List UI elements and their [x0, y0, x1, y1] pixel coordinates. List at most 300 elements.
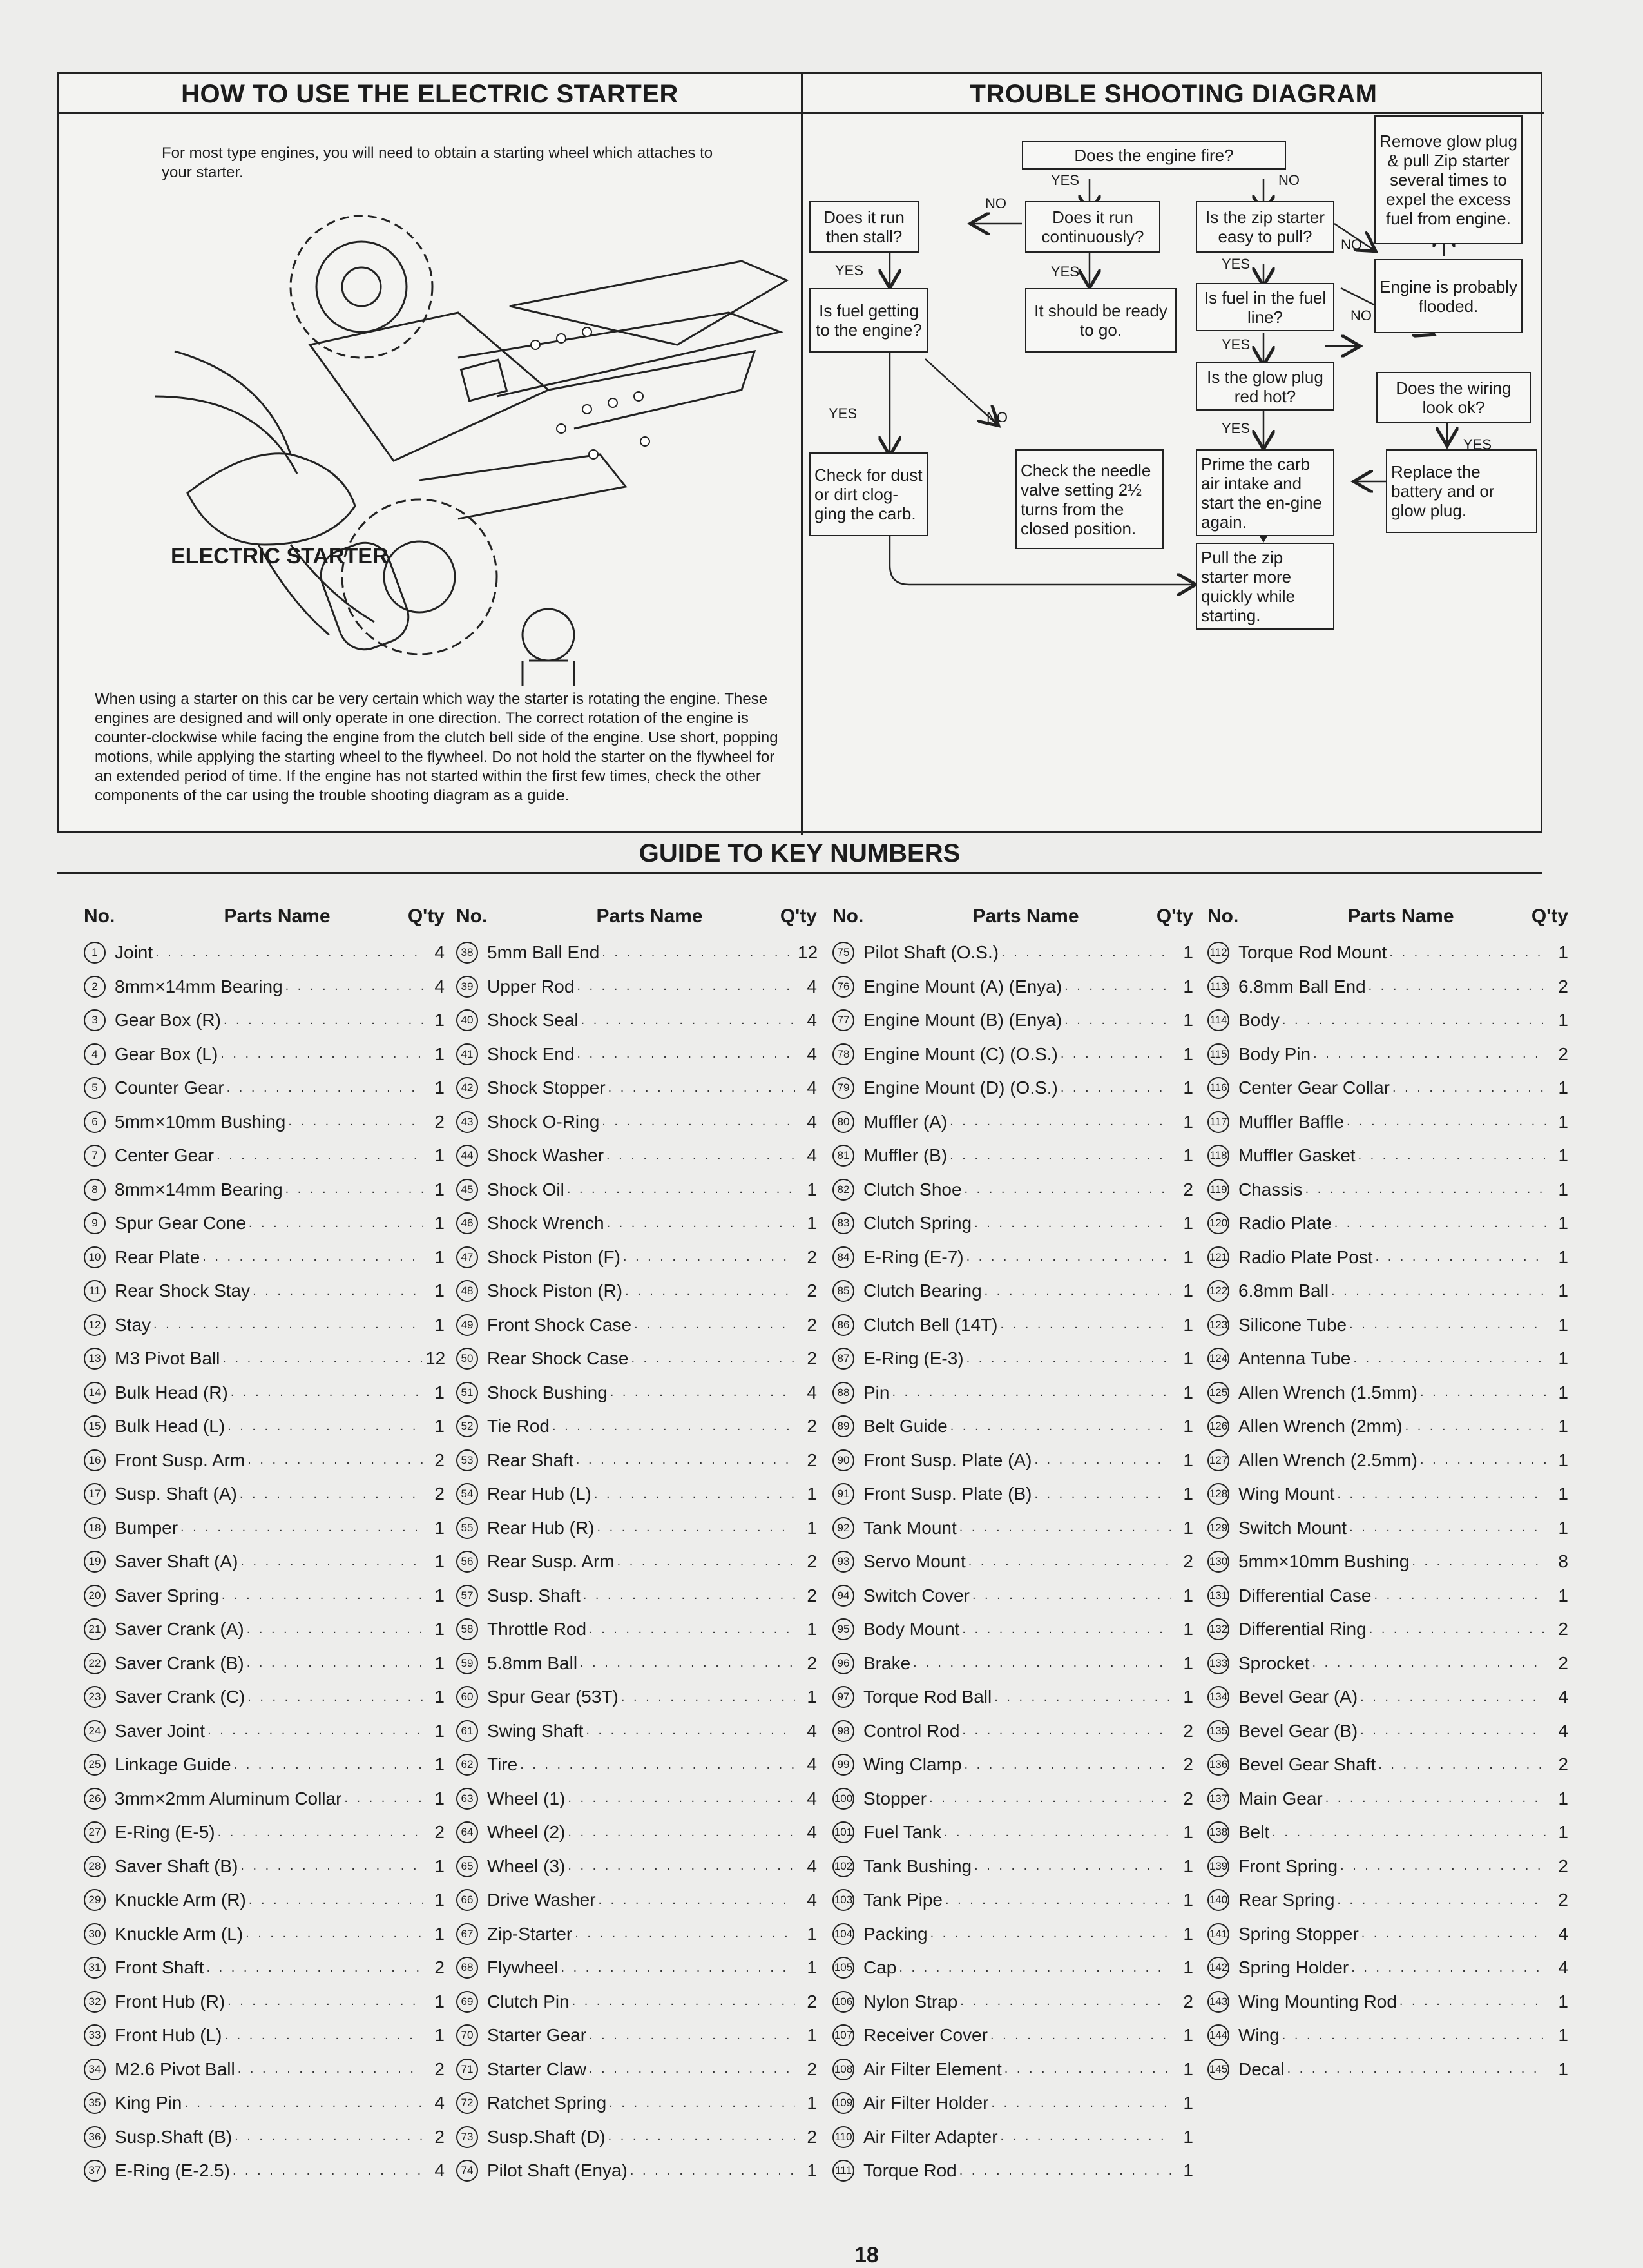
part-row: [456, 1579, 817, 1613]
part-row: [84, 1444, 445, 1478]
part-name: Allen Wrench (2mm): [1238, 1416, 1403, 1437]
part-name: Wheel (3): [487, 1856, 566, 1876]
leader-dots: [630, 2164, 795, 2178]
box-prime-carb: Prime the carb air intake and start the en-gine again.: [1196, 449, 1334, 536]
part-qty: 2: [1558, 1043, 1568, 1064]
part-qty: 4: [434, 976, 445, 996]
part-row: [84, 936, 445, 970]
part-row: [832, 1883, 1193, 1917]
part-row: [456, 1985, 817, 2019]
leader-dots: [568, 1859, 795, 1874]
leader-dots: [1420, 1385, 1546, 1400]
leader-dots: [602, 945, 795, 960]
part-qty: 2: [807, 1551, 817, 1572]
header-no: No.: [84, 906, 115, 927]
leader-dots: [929, 1791, 1171, 1806]
part-qty: 12: [425, 1348, 446, 1369]
key-number: 49: [456, 1314, 478, 1336]
leader-dots: [567, 1182, 795, 1197]
part-row: [832, 1071, 1193, 1105]
part-qty: 1: [434, 1551, 445, 1572]
key-number: 53: [456, 1449, 478, 1471]
leader-dots: [892, 1385, 1171, 1400]
box-glow-plug-hot: Is the glow plug red hot?: [1196, 362, 1334, 411]
key-number: 61: [456, 1720, 478, 1742]
part-row: [84, 2019, 445, 2053]
leader-dots: [1389, 945, 1546, 960]
key-number: 77: [832, 1009, 854, 1031]
part-qty: 1: [1558, 1348, 1568, 1369]
part-row: [832, 1207, 1193, 1241]
key-number: 122: [1207, 1280, 1229, 1302]
leader-dots: [972, 1588, 1171, 1603]
part-name: Allen Wrench (2.5mm): [1238, 1449, 1418, 1470]
leader-dots: [617, 1555, 795, 1569]
part-qty: 4: [434, 942, 445, 963]
part-qty: 1: [1183, 1923, 1193, 1944]
part-qty: 2: [434, 1111, 445, 1132]
key-number: 22: [84, 1653, 106, 1674]
key-number: 123: [1207, 1314, 1229, 1336]
leader-dots: [1272, 1825, 1546, 1840]
part-qty: 1: [434, 1246, 445, 1267]
part-name: Air Filter Holder: [863, 2093, 989, 2113]
key-number: 63: [456, 1788, 478, 1810]
part-qty: 2: [1558, 1856, 1568, 1876]
part-row: [1207, 1613, 1568, 1647]
part-qty: 4: [807, 1382, 817, 1402]
key-number: 64: [456, 1821, 478, 1843]
leader-dots: [1001, 2129, 1171, 2144]
part-row: [456, 1444, 817, 1478]
leader-dots: [950, 1149, 1171, 1163]
key-number: 74: [456, 2160, 478, 2182]
electric-starter-callout: ELECTRIC STARTER: [171, 544, 389, 568]
part-name: Gear Box (R): [115, 1010, 221, 1031]
part-name: Tank Pipe: [863, 1890, 943, 1910]
key-number: 84: [832, 1246, 854, 1268]
leader-dots: [184, 2096, 423, 2111]
part-qty: 1: [434, 1416, 445, 1437]
leader-dots: [575, 1926, 795, 1941]
key-number: 16: [84, 1449, 106, 1471]
part-row: [832, 2154, 1193, 2188]
part-row: [1207, 1003, 1568, 1038]
part-name: Radio Plate Post: [1238, 1246, 1373, 1267]
parts-column-1: [84, 897, 445, 2188]
part-row: [456, 1680, 817, 1714]
key-number: 80: [832, 1111, 854, 1133]
key-number: 128: [1207, 1483, 1229, 1505]
part-name: Decal: [1238, 2059, 1285, 2079]
part-name: Wheel (2): [487, 1822, 566, 1843]
part-name: E-Ring (E-5): [115, 1822, 215, 1843]
key-number: 99: [832, 1754, 854, 1776]
part-qty: 1: [1183, 2093, 1193, 2113]
key-number: 14: [84, 1382, 106, 1404]
part-qty: 1: [434, 1653, 445, 1673]
leader-dots: [621, 1690, 795, 1705]
leader-dots: [959, 2164, 1171, 2178]
key-number: 87: [832, 1348, 854, 1370]
key-number: 19: [84, 1551, 106, 1573]
part-row: [832, 1444, 1193, 1478]
leader-dots: [220, 1047, 423, 1061]
part-name: Clutch Bell (14T): [863, 1314, 998, 1335]
part-name: Pilot Shaft (O.S.): [863, 942, 999, 963]
key-number: 125: [1207, 1382, 1229, 1404]
part-row: [832, 1105, 1193, 1139]
part-qty: 1: [1558, 1179, 1568, 1199]
part-row: [84, 1883, 445, 1917]
part-name: Front Hub (R): [115, 1991, 226, 2011]
label-yes: YES: [1222, 336, 1251, 353]
leader-dots: [1282, 1013, 1546, 1028]
key-number: 85: [832, 1280, 854, 1302]
part-row: [832, 1816, 1193, 1850]
part-row: [832, 1951, 1193, 1985]
part-qty: 2: [1183, 1788, 1193, 1808]
part-row: [456, 1816, 817, 1850]
key-number: 113: [1207, 976, 1229, 998]
part-name: Upper Rod: [487, 976, 575, 996]
header-name: Parts Name: [224, 906, 331, 927]
part-qty: 1: [1558, 1145, 1568, 1166]
key-number: 25: [84, 1754, 106, 1776]
leader-dots: [1331, 1284, 1546, 1299]
key-number: 11: [84, 1280, 106, 1302]
leader-dots: [1374, 1588, 1546, 1603]
leader-dots: [964, 1758, 1171, 1772]
box-pull-zip-quickly: Pull the zip starter more quickly while starting.: [1196, 543, 1334, 630]
leader-dots: [1061, 1081, 1171, 1096]
part-name: Saver Crank (C): [115, 1687, 245, 1707]
leader-dots: [1337, 1487, 1546, 1502]
key-number: 59: [456, 1653, 478, 1674]
part-name: Saver Shaft (A): [115, 1551, 238, 1572]
leader-dots: [1378, 1758, 1546, 1772]
key-number: 78: [832, 1043, 854, 1065]
part-qty: 2: [434, 1484, 445, 1504]
part-qty: 1: [1558, 2059, 1568, 2079]
key-number: 1: [84, 942, 106, 964]
leader-dots: [945, 1893, 1171, 1908]
leader-dots: [586, 1723, 795, 1738]
key-number: 20: [84, 1585, 106, 1607]
key-number: 82: [832, 1179, 854, 1201]
key-number: 88: [832, 1382, 854, 1404]
key-number: 62: [456, 1754, 478, 1776]
part-row: [84, 1173, 445, 1207]
part-qty: 1: [434, 1382, 445, 1402]
part-row: [456, 1173, 817, 1207]
part-name: Stopper: [863, 1788, 927, 1808]
leader-dots: [1064, 1013, 1171, 1028]
part-name: Main Gear: [1238, 1788, 1323, 1808]
key-number: 40: [456, 1009, 478, 1031]
part-name: Flywheel: [487, 1957, 559, 1978]
part-name: Body Pin: [1238, 1043, 1311, 1064]
key-number: 34: [84, 2059, 106, 2080]
part-qty: 2: [807, 1585, 817, 1605]
part-qty: 1: [434, 1078, 445, 1098]
part-qty: 1: [1558, 1991, 1568, 2011]
part-row: [456, 1274, 817, 1308]
part-qty: 1: [434, 1720, 445, 1741]
part-qty: 1: [1183, 1619, 1193, 1640]
part-name: Rear Shock Case: [487, 1348, 629, 1369]
part-row: [456, 1782, 817, 1816]
part-name: Belt: [1238, 1822, 1270, 1843]
part-row: [84, 2086, 445, 2120]
part-qty: 1: [1558, 1416, 1568, 1437]
part-name: Spring Holder: [1238, 1957, 1349, 1978]
part-name: Clutch Bearing: [863, 1281, 982, 1301]
part-qty: 1: [434, 1517, 445, 1538]
leader-dots: [1347, 1114, 1546, 1129]
leader-dots: [285, 979, 423, 994]
parts-column-4: [1207, 897, 1568, 2086]
part-row: [456, 970, 817, 1004]
leader-dots: [245, 1926, 423, 1941]
leader-dots: [1405, 1419, 1546, 1434]
key-number: 69: [456, 1991, 478, 2013]
part-row: [832, 1850, 1193, 1884]
part-row: [84, 1207, 445, 1241]
part-qty: 8: [1558, 1551, 1568, 1572]
part-row: [456, 2120, 817, 2155]
part-name: Differential Case: [1238, 1585, 1372, 1605]
key-number: 27: [84, 1821, 106, 1843]
part-name: Susp.Shaft (D): [487, 2126, 606, 2147]
label-yes: YES: [1051, 172, 1080, 188]
part-row: [456, 1139, 817, 1173]
part-name: Zip-Starter: [487, 1923, 573, 1944]
leader-dots: [985, 1284, 1171, 1299]
part-name: Engine Mount (A) (Enya): [863, 976, 1062, 996]
part-row: [1207, 1647, 1568, 1681]
part-qty: 1: [434, 1890, 445, 1910]
label-yes: YES: [1222, 420, 1251, 436]
part-name: Wing: [1238, 2025, 1280, 2046]
box-zip-starter-easy: Is the zip starter easy to pull?: [1196, 201, 1334, 253]
leader-dots: [1349, 1317, 1546, 1332]
box-run-continuously: Does it run continuously?: [1025, 201, 1160, 253]
key-number: 57: [456, 1585, 478, 1607]
key-number: 131: [1207, 1585, 1229, 1607]
key-number: 126: [1207, 1415, 1229, 1437]
part-row: [84, 1545, 445, 1579]
key-number: 124: [1207, 1348, 1229, 1370]
part-qty: 1: [807, 1619, 817, 1640]
key-number: 12: [84, 1314, 106, 1336]
key-number: 133: [1207, 1653, 1229, 1674]
leader-dots: [962, 1723, 1171, 1738]
leader-dots: [233, 2164, 423, 2178]
part-row: [832, 1714, 1193, 1749]
leader-dots: [597, 1520, 795, 1535]
part-qty: 1: [807, 1484, 817, 1504]
leader-dots: [202, 1250, 423, 1265]
key-number: 132: [1207, 1618, 1229, 1640]
leader-dots: [631, 1352, 795, 1366]
leader-dots: [1325, 1791, 1546, 1806]
part-name: Packing: [863, 1923, 928, 1944]
part-qty: 4: [807, 1788, 817, 1808]
part-row: [456, 1342, 817, 1376]
part-row: [456, 1105, 817, 1139]
leader-dots: [994, 1690, 1171, 1705]
key-number: 2: [84, 976, 106, 998]
key-number: 110: [832, 2126, 854, 2148]
part-row: [832, 1410, 1193, 1444]
part-qty: 1: [1183, 1078, 1193, 1098]
part-row: [84, 1038, 445, 1072]
part-qty: 4: [807, 1890, 817, 1910]
part-row: [456, 1207, 817, 1241]
key-number: 96: [832, 1653, 854, 1674]
part-name: E-Ring (E-7): [863, 1246, 964, 1267]
part-qty: 1: [1183, 1517, 1193, 1538]
part-row: [456, 1241, 817, 1275]
part-name: Knuckle Arm (R): [115, 1890, 246, 1910]
part-name: Engine Mount (B) (Enya): [863, 1010, 1062, 1031]
leader-dots: [238, 2062, 423, 2077]
part-qty: 1: [434, 1923, 445, 1944]
part-row: [84, 1985, 445, 2019]
part-row: [456, 1613, 817, 1647]
manual-page: [57, 72, 1568, 2267]
key-number: 38: [456, 942, 478, 964]
part-qty: 4: [434, 2093, 445, 2113]
part-qty: 1: [1183, 1010, 1193, 1031]
leader-dots: [561, 1961, 795, 1975]
part-name: Bevel Gear (B): [1238, 1720, 1358, 1741]
leader-dots: [1340, 1859, 1546, 1874]
part-row: [832, 1613, 1193, 1647]
box-check-needle: Check the needle valve setting 2½ turns from the closed position.: [1015, 449, 1164, 549]
part-qty: 1: [1183, 1246, 1193, 1267]
leader-dots: [968, 1555, 1171, 1569]
part-qty: 2: [1558, 1619, 1568, 1640]
leader-dots: [1061, 1047, 1171, 1061]
key-number: 108: [832, 2059, 854, 2080]
part-row: [84, 1342, 445, 1376]
part-row: [84, 970, 445, 1004]
leader-dots: [227, 1081, 423, 1096]
part-qty: 1: [1183, 2059, 1193, 2079]
leader-dots: [1360, 1690, 1546, 1705]
part-qty: 1: [1183, 2160, 1193, 2181]
part-row: [1207, 2053, 1568, 2087]
key-number: 21: [84, 1618, 106, 1640]
box-fuel-to-engine: Is fuel getting to the engine?: [809, 288, 928, 353]
part-qty: 1: [807, 2160, 817, 2181]
header-no: No.: [832, 906, 864, 927]
leader-dots: [950, 1114, 1171, 1129]
part-row: [832, 1579, 1193, 1613]
key-number: 58: [456, 1618, 478, 1640]
part-row: [832, 1917, 1193, 1952]
part-name: E-Ring (E-3): [863, 1348, 964, 1369]
label-no: NO: [986, 409, 1008, 425]
key-number: 18: [84, 1517, 106, 1539]
part-name: Gear Box (L): [115, 1043, 218, 1064]
key-number: 43: [456, 1111, 478, 1133]
leader-dots: [249, 1216, 423, 1231]
leader-dots: [235, 2129, 423, 2144]
leader-dots: [990, 2028, 1171, 2043]
part-row: [84, 1816, 445, 1850]
box-replace-battery: Replace the battery and or glow plug.: [1386, 449, 1537, 533]
key-number: 109: [832, 2092, 854, 2114]
part-row: [1207, 1714, 1568, 1749]
starter-section-title: HOW TO USE THE ELECTRIC STARTER: [59, 74, 801, 114]
part-row: [84, 1105, 445, 1139]
key-number: 144: [1207, 2024, 1229, 2046]
part-row: [456, 1038, 817, 1072]
part-row: [1207, 1274, 1568, 1308]
column-header: [1207, 897, 1568, 936]
part-row: [1207, 1748, 1568, 1782]
part-qty: 1: [1558, 1517, 1568, 1538]
leader-dots: [568, 1791, 795, 1806]
part-qty: 1: [434, 1281, 445, 1301]
leader-dots: [913, 1656, 1171, 1671]
key-number: 141: [1207, 1923, 1229, 1945]
part-name: Shock Bushing: [487, 1382, 608, 1402]
part-row: [1207, 1376, 1568, 1410]
label-no: NO: [1278, 172, 1300, 188]
part-name: 5.8mm Ball: [487, 1653, 578, 1673]
part-qty: 4: [1558, 1687, 1568, 1707]
part-qty: 2: [434, 1822, 445, 1843]
part-name: Muffler (A): [863, 1111, 948, 1132]
key-number: 75: [832, 942, 854, 964]
key-number: 139: [1207, 1856, 1229, 1877]
key-number: 54: [456, 1483, 478, 1505]
part-name: Rear Shock Stay: [115, 1281, 251, 1301]
key-number: 70: [456, 2024, 478, 2046]
part-qty: 2: [1183, 1179, 1193, 1199]
key-number: 72: [456, 2092, 478, 2114]
part-row: [84, 1850, 445, 1884]
part-name: Starter Gear: [487, 2025, 587, 2046]
part-name: 6.8mm Ball: [1238, 1281, 1329, 1301]
part-row: [84, 1782, 445, 1816]
leader-dots: [1420, 1453, 1546, 1468]
leader-dots: [1287, 2062, 1546, 2077]
part-qty: 1: [1183, 1957, 1193, 1978]
part-name: Receiver Cover: [863, 2025, 988, 2046]
part-qty: 2: [434, 1449, 445, 1470]
header-qty: Q'ty: [1531, 906, 1568, 927]
parts-column-2: [456, 897, 817, 2188]
part-row: [456, 1883, 817, 1917]
leader-dots: [285, 1182, 423, 1197]
part-row: [456, 2086, 817, 2120]
key-number: 105: [832, 1957, 854, 1979]
leader-dots: [155, 945, 423, 960]
leader-dots: [1412, 1555, 1546, 1569]
part-name: Wheel (1): [487, 1788, 566, 1808]
part-row: [1207, 1579, 1568, 1613]
part-name: Nylon Strap: [863, 1991, 958, 2011]
part-row: [1207, 1308, 1568, 1342]
part-name: Front Shaft: [115, 1957, 204, 1978]
part-name: Shock Seal: [487, 1010, 579, 1031]
key-number: 117: [1207, 1111, 1229, 1133]
